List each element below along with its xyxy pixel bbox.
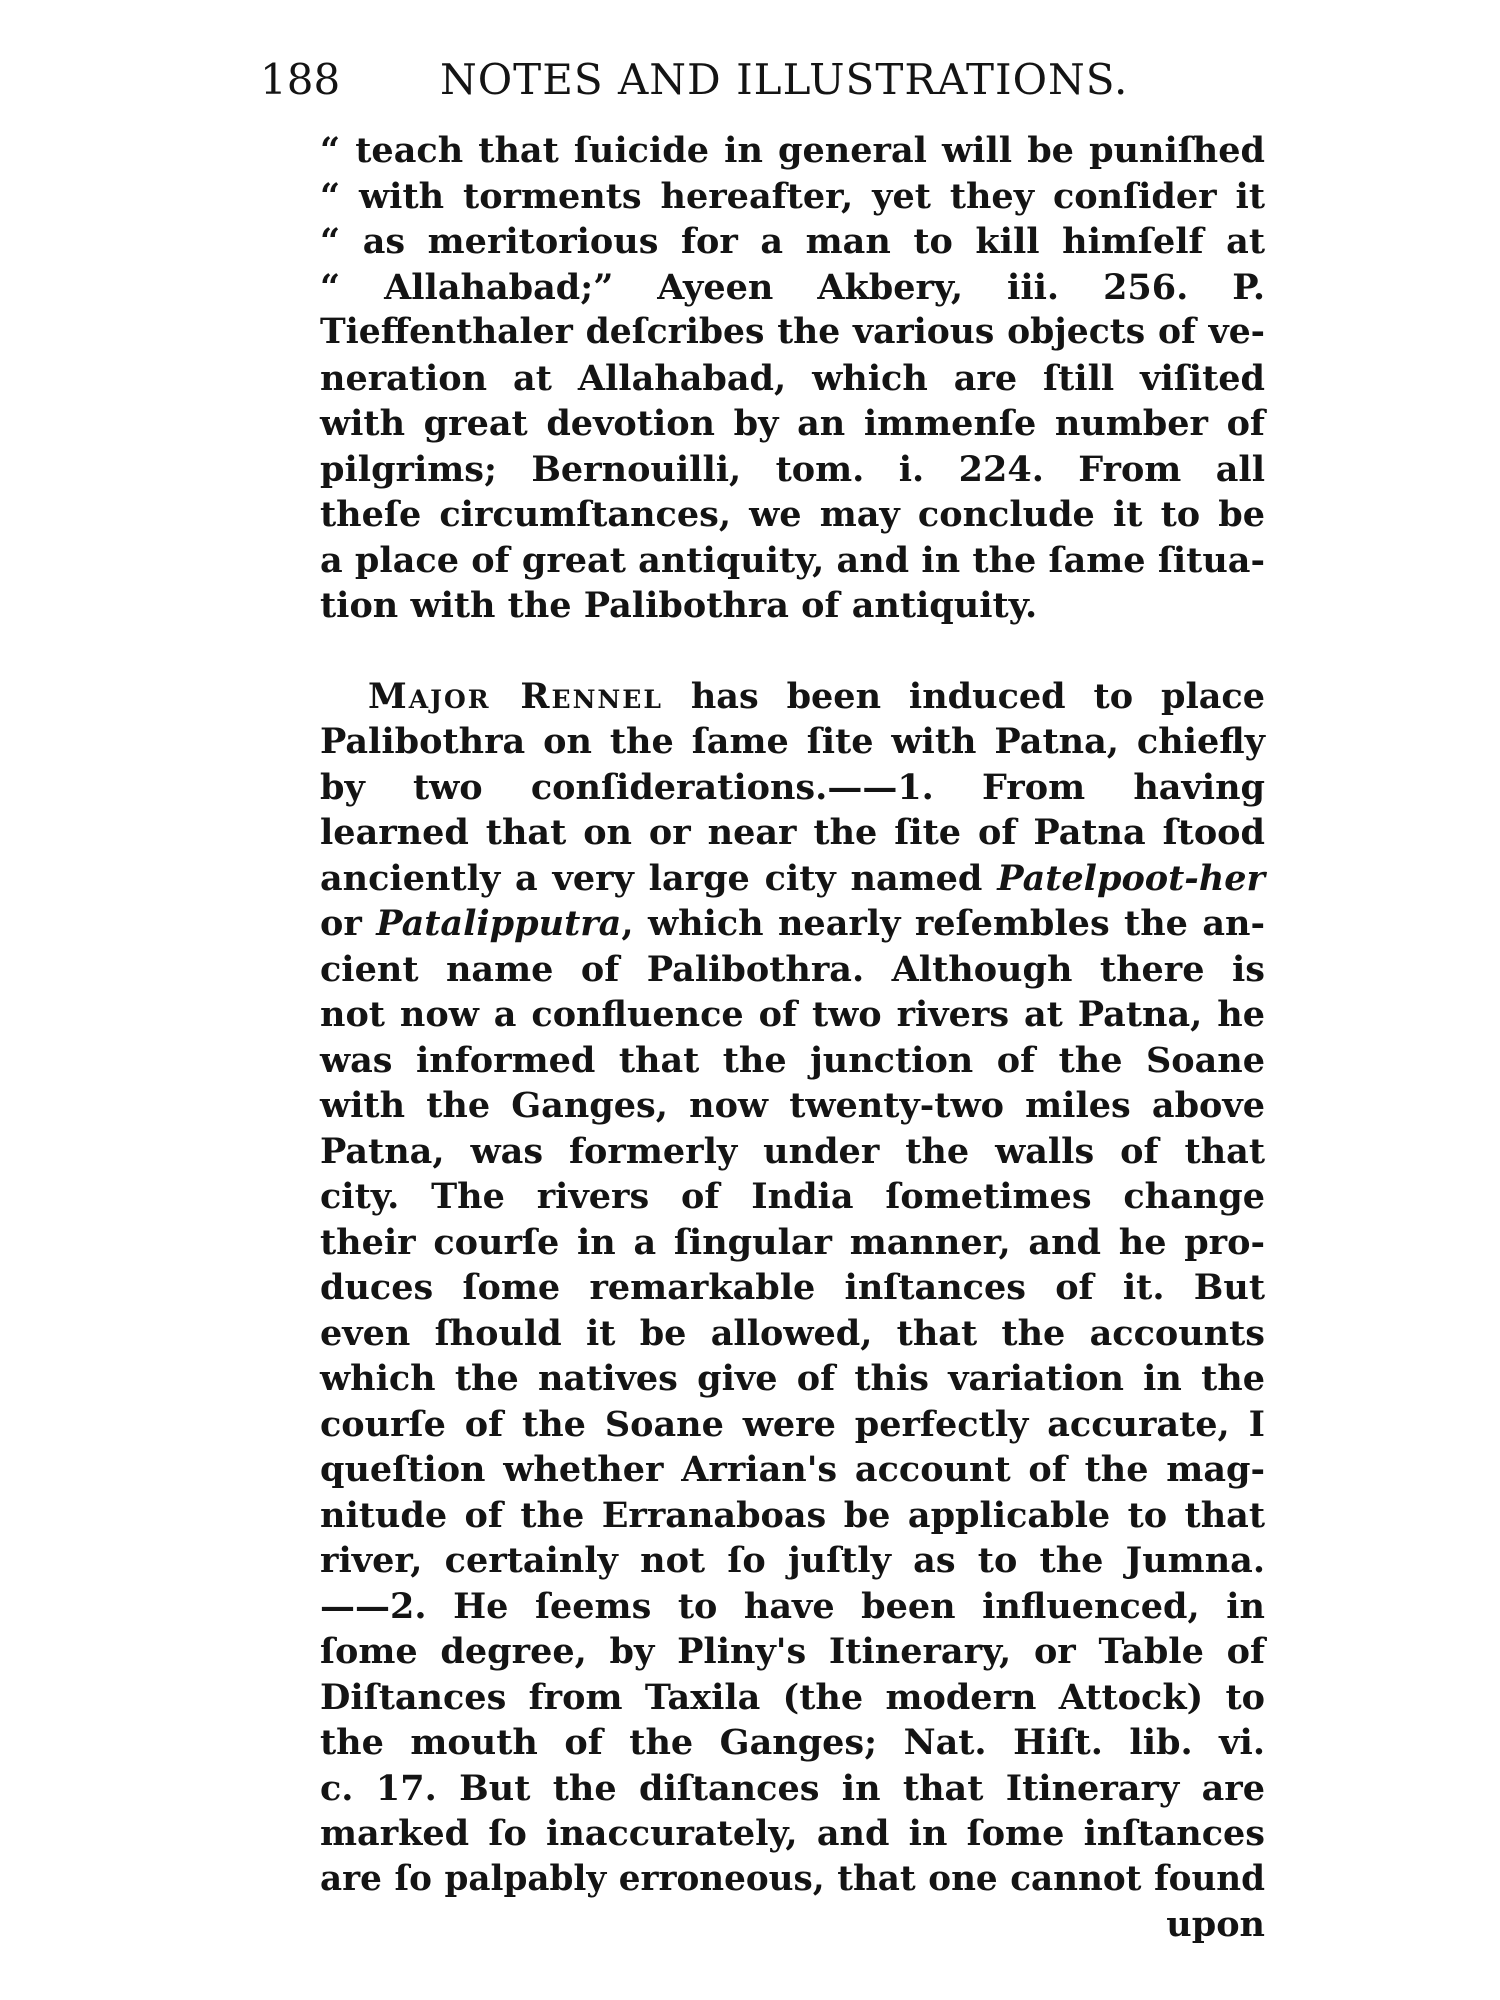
text-line: neration at Allahabad, which are ſtill viſited [320, 357, 1265, 399]
running-title: NOTES AND ILLUSTRATIONS. [440, 55, 1129, 104]
body-text [320, 128, 1265, 1958]
author-name-smallcaps: Major Rennel [368, 675, 663, 717]
line-prefix: anciently a very large city named [320, 857, 998, 899]
italic-place-name: Patelpoot-her [997, 857, 1265, 899]
text-line: pilgrims; Bernouilli, tom. i. 224. From all [320, 448, 1265, 490]
italic-place-name: Patalipputra [376, 903, 622, 944]
text-line: was informed that the junction of the Soane [320, 1039, 1265, 1081]
text-line: river, certainly not ſo juſtly as to the Jumna. [320, 1540, 1265, 1581]
text-line: Palibothra on the ſame ſite with Patna, chiefly [320, 721, 1265, 762]
text-line: ——2. He ſeems to have been influenced, in [320, 1585, 1265, 1627]
text-line: ſome degree, by Pliny's Itinerary, or Table of [320, 1631, 1265, 1672]
text-line: marked ſo inaccurately, and in ſome inſtances [320, 1813, 1265, 1854]
text-line: duces ſome remarkable inſtances of it. But [320, 1267, 1265, 1308]
text-line: with the Ganges, now twenty-two miles above [320, 1085, 1265, 1126]
paragraph-1 [320, 128, 1265, 629]
catchword: upon [1166, 1904, 1265, 1945]
line-prefix: or [320, 903, 377, 944]
running-head [260, 52, 1195, 108]
text-line: a place of great antiquity, and in the ſame ſitua- [320, 539, 1265, 581]
text-line: by two conſiderations.——1. From having [320, 766, 1265, 808]
text-line-italic-2 [320, 901, 1265, 947]
text-line: “ as meritorious for a man to kill himſelf at [320, 221, 1265, 262]
text-line: c. 17. But the diſtances in that Itinerary are [320, 1767, 1265, 1809]
text-line: “ teach that ſuicide in general will be puniſhed [320, 130, 1265, 171]
text-line: “ with torments hereafter, yet they conſider it [320, 175, 1265, 217]
page-number: 188 [260, 55, 341, 104]
text-line: learned that on or near the ſite of Patna ſtood [320, 812, 1265, 853]
text-line: Tieffenthaler deſcribes the various objects of ve- [320, 312, 1265, 352]
text-line: Diſtances from Taxila (the modern Attock) to [320, 1676, 1265, 1718]
text-line: cient name of Palibothra. Although there is [320, 948, 1265, 990]
text-line: even ſhould it be allowed, that the accounts [320, 1312, 1265, 1354]
text-line: which the natives give of this variation in the [320, 1358, 1265, 1399]
line-suffix: , which nearly reſembles the an- [621, 903, 1265, 944]
text-line: tion with the Palibothra of antiquity. [320, 585, 1038, 626]
text-line-first [320, 674, 1265, 720]
text-line: with great devotion by an immenſe number of [320, 403, 1265, 444]
text-line-italic-1 [320, 856, 1265, 902]
paragraph-gap [320, 629, 1265, 674]
line-remainder: has been induced to place [662, 675, 1266, 717]
text-line: “ Allahabad;” Ayeen Akbery, iii. 256. P. [320, 266, 1265, 308]
paragraph-2 [320, 674, 1265, 1948]
text-line: their courſe in a ſingular manner, and he pro- [320, 1221, 1265, 1263]
text-line: nitude of the Erranaboas be applicable to that [320, 1494, 1265, 1536]
text-line: courſe of the Soane were perfectly accurate, I [320, 1403, 1265, 1445]
text-line: Patna, was formerly under the walls of that [320, 1130, 1265, 1172]
text-line: queſtion whether Arrian's account of the mag- [320, 1449, 1265, 1490]
text-line: not now a confluence of two rivers at Patna, he [320, 994, 1265, 1035]
text-line: theſe circumſtances, we may conclude it to be [320, 494, 1265, 535]
text-line: are ſo palpably erroneous, that one cannot found [320, 1858, 1265, 1899]
text-line: city. The rivers of India ſometimes change [320, 1176, 1265, 1217]
text-line: the mouth of the Ganges; Nat. Hiſt. lib. vi. [320, 1722, 1265, 1763]
